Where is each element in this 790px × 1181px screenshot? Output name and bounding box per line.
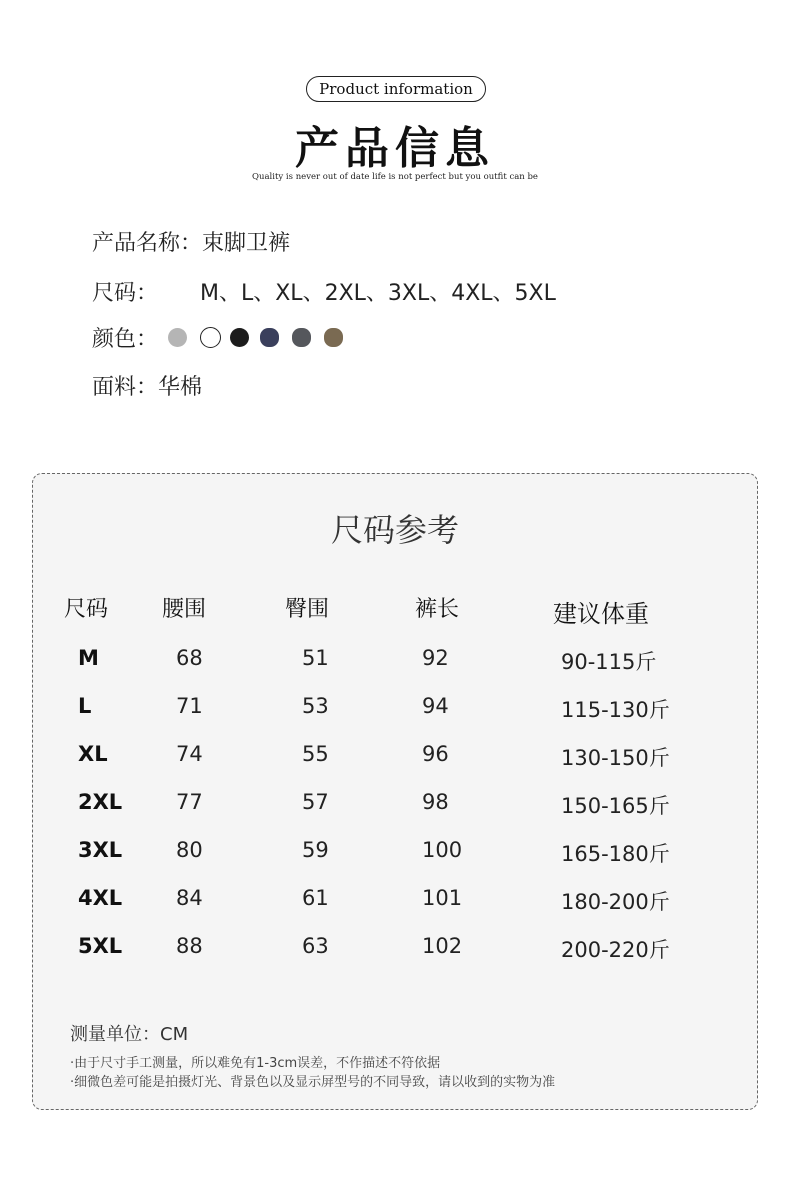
cell-size: 2XL xyxy=(78,790,123,814)
cell-hip: 51 xyxy=(302,646,329,670)
cell-waist: 71 xyxy=(176,694,203,718)
product-name-value: 束脚卫裤 xyxy=(202,231,291,256)
cell-size: 5XL xyxy=(78,934,123,958)
cell-weight: 165-180斤 xyxy=(561,842,670,866)
cell-size: L xyxy=(78,694,92,718)
cell-hip: 59 xyxy=(302,838,329,862)
measure-unit: 测量单位：CM xyxy=(70,1024,189,1045)
header-waist: 腰围 xyxy=(162,597,207,622)
cell-hip: 55 xyxy=(302,742,329,766)
product-name-label: 产品名称： xyxy=(92,231,203,256)
cell-waist: 68 xyxy=(176,646,203,670)
fabric-row xyxy=(92,370,202,401)
cell-weight: 200-220斤 xyxy=(561,938,670,962)
product-information-pill: Product information xyxy=(306,76,486,102)
cell-length: 98 xyxy=(422,790,449,814)
size-row xyxy=(92,276,158,307)
cell-waist: 88 xyxy=(176,934,203,958)
cell-length: 96 xyxy=(422,742,449,766)
cell-weight: 180-200斤 xyxy=(561,890,670,914)
page-title: 产品信息 xyxy=(295,123,495,174)
size-chart-title: 尺码参考 xyxy=(330,511,459,549)
header-length: 裤长 xyxy=(415,597,460,622)
color-swatch xyxy=(230,328,249,347)
cell-waist: 80 xyxy=(176,838,203,862)
cell-size: 4XL xyxy=(78,886,123,910)
product-name-row xyxy=(92,226,290,257)
cell-size: 3XL xyxy=(78,838,123,862)
fabric-value: 华棉 xyxy=(158,375,203,400)
size-label: 尺码： xyxy=(92,281,159,306)
cell-waist: 84 xyxy=(176,886,203,910)
cell-weight: 90-115斤 xyxy=(561,650,657,674)
note-measurement: ·由于尺寸手工测量，所以难免有1-3cm误差，不作描述不符依据 xyxy=(70,1056,441,1071)
color-swatch xyxy=(168,328,187,347)
cell-length: 100 xyxy=(422,838,463,862)
cell-hip: 63 xyxy=(302,934,329,958)
cell-length: 102 xyxy=(422,934,463,958)
cell-hip: 61 xyxy=(302,886,329,910)
header-size: 尺码 xyxy=(64,597,109,622)
color-swatch xyxy=(260,328,279,347)
cell-length: 94 xyxy=(422,694,449,718)
cell-waist: 74 xyxy=(176,742,203,766)
cell-weight: 150-165斤 xyxy=(561,794,670,818)
cell-waist: 77 xyxy=(176,790,203,814)
color-swatch xyxy=(324,328,343,347)
color-swatch xyxy=(292,328,311,347)
color-row xyxy=(92,322,158,353)
color-swatch xyxy=(200,327,221,348)
note-color: ·细微色差可能是拍摄灯光、背景色以及显示屏型号的不同导致，请以收到的实物为准 xyxy=(70,1075,556,1090)
header-weight: 建议体重 xyxy=(553,600,649,628)
cell-length: 92 xyxy=(422,646,449,670)
tagline: Quality is never out of date life is not perfect but you outfit can be xyxy=(252,172,538,182)
cell-size: XL xyxy=(78,742,108,766)
cell-size: M xyxy=(78,646,99,670)
fabric-label: 面料： xyxy=(92,375,159,400)
cell-weight: 115-130斤 xyxy=(561,698,670,722)
header-hip: 臀围 xyxy=(285,597,330,622)
size-value: M、L、XL、2XL、3XL、4XL、5XL xyxy=(200,281,556,306)
cell-weight: 130-150斤 xyxy=(561,746,670,770)
color-label: 颜色： xyxy=(92,327,159,352)
cell-hip: 57 xyxy=(302,790,329,814)
cell-length: 101 xyxy=(422,886,463,910)
cell-hip: 53 xyxy=(302,694,329,718)
